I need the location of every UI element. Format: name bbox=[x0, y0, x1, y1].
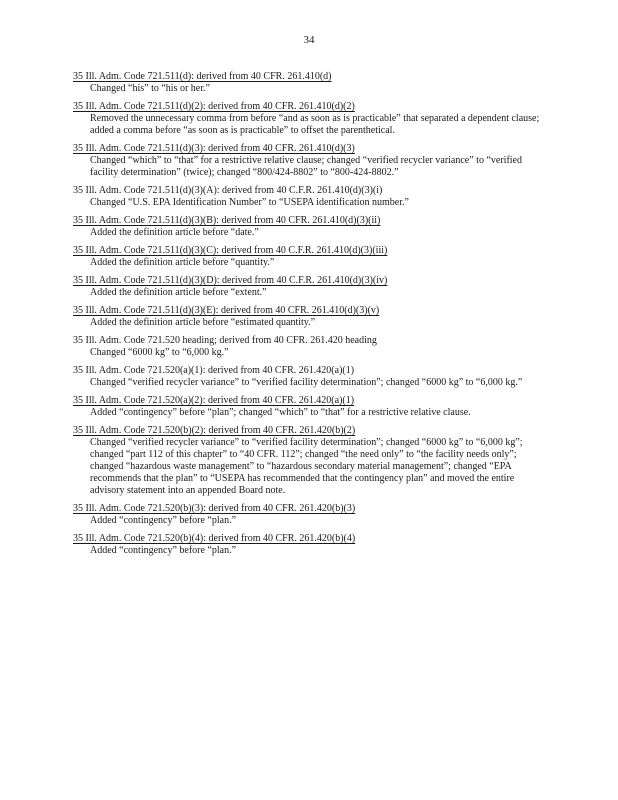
entry-note: Added “contingency” before “plan.” bbox=[90, 515, 237, 526]
entry-heading: 35 Ill. Adm. Code 721.511(d)(3)(A): derived from 40 C.F.R. 261.410(d)(3)(i) bbox=[73, 185, 383, 196]
page-number: 34 bbox=[303, 34, 315, 46]
list-item bbox=[73, 533, 543, 557]
list-item bbox=[73, 365, 543, 389]
list-item bbox=[73, 215, 543, 239]
entry-note: Changed “his” to “his or her.” bbox=[90, 83, 210, 94]
entry-note: Added the definition article before “extent.” bbox=[90, 287, 267, 298]
entry-note: Added the definition article before “date.” bbox=[90, 227, 259, 238]
entry-heading: 35 Ill. Adm. Code 721.511(d)(3)(E): derived from 40 CFR. 261.410(d)(3)(v) bbox=[73, 305, 380, 316]
entry-note: Added “contingency” before “plan.” bbox=[90, 545, 237, 556]
entry-heading: 35 Ill. Adm. Code 721.520(b)(4): derived from 40 CFR. 261.420(b)(4) bbox=[73, 533, 356, 544]
list-item bbox=[73, 71, 543, 95]
entry-note: Changed “verified recycler variance” to “verified facility determination”; changed “6000 kg” to “6,000 kg”; changed “part 112 of this chapter” to “40 CFR. 112”; changed “the need only” to “the facility needs only”; changed “hazardous waste management” to “hazardous secondary material management”; changed “EPA recommends that the plan” to “USEPA has recommended that the contingency plan” and moved the entire advisory statement into an appended Board note. bbox=[90, 437, 523, 496]
list-item bbox=[73, 503, 543, 527]
entry-heading: 35 Ill. Adm. Code 721.520(b)(2): derived from 40 CFR. 261.420(b)(2) bbox=[73, 425, 356, 436]
entry-note: Changed “U.S. EPA Identification Number” to “USEPA identification number.” bbox=[90, 197, 409, 208]
entry-note: Added the definition article before “quantity.” bbox=[90, 257, 275, 268]
entry-heading: 35 Ill. Adm. Code 721.520(a)(1): derived from 40 CFR. 261.420(a)(1) bbox=[73, 365, 355, 376]
list-item bbox=[73, 305, 543, 329]
entry-heading: 35 Ill. Adm. Code 721.511(d)(3): derived from 40 CFR. 261.410(d)(3) bbox=[73, 143, 355, 154]
entry-heading: 35 Ill. Adm. Code 721.511(d)(3)(C): derived from 40 C.F.R. 261.410(d)(3)(iii) bbox=[73, 245, 388, 256]
list-item bbox=[73, 185, 543, 209]
list-item bbox=[73, 395, 543, 419]
entry-note: Changed “6000 kg” to “6,000 kg.” bbox=[90, 347, 229, 358]
entry-note: Removed the unnecessary comma from before “and as soon as is practicable” that separated a dependent clause; added a comma before “as soon as is practicable” to offset the parenthetical. bbox=[90, 113, 540, 136]
list-item bbox=[73, 335, 543, 359]
list-item bbox=[73, 425, 543, 497]
entry-note: Added “contingency” before “plan”; changed “which” to “that” for a restrictive relative clause. bbox=[90, 407, 471, 418]
entries-list bbox=[73, 71, 543, 563]
entry-note: Changed “which” to “that” for a restrictive relative clause; changed “verified recycler variance” to “verified facility determination” (twice); changed “800/424-8802” to “800-424-8802.” bbox=[90, 155, 522, 178]
entry-note: Added the definition article before “estimated quantity.” bbox=[90, 317, 316, 328]
entry-heading: 35 Ill. Adm. Code 721.511(d): derived from 40 CFR. 261.410(d) bbox=[73, 71, 332, 82]
entry-note: Changed “verified recycler variance” to “verified facility determination”; changed “6000 kg” to “6,000 kg.” bbox=[90, 377, 523, 388]
entry-heading: 35 Ill. Adm. Code 721.520(b)(3): derived from 40 CFR. 261.420(b)(3) bbox=[73, 503, 356, 514]
entry-heading: 35 Ill. Adm. Code 721.520 heading; derived from 40 CFR. 261.420 heading bbox=[73, 335, 377, 346]
list-item bbox=[73, 101, 543, 137]
entry-heading: 35 Ill. Adm. Code 721.511(d)(2): derived from 40 CFR. 261.410(d)(2) bbox=[73, 101, 355, 112]
list-item bbox=[73, 143, 543, 179]
entry-heading: 35 Ill. Adm. Code 721.520(a)(2): derived from 40 CFR. 261.420(a)(1) bbox=[73, 395, 355, 406]
list-item bbox=[73, 275, 543, 299]
entry-heading: 35 Ill. Adm. Code 721.511(d)(3)(D): derived from 40 C.F.R. 261.410(d)(3)(iv) bbox=[73, 275, 388, 286]
list-item bbox=[73, 245, 543, 269]
entry-heading: 35 Ill. Adm. Code 721.511(d)(3)(B): derived from 40 CFR. 261.410(d)(3)(ii) bbox=[73, 215, 381, 226]
